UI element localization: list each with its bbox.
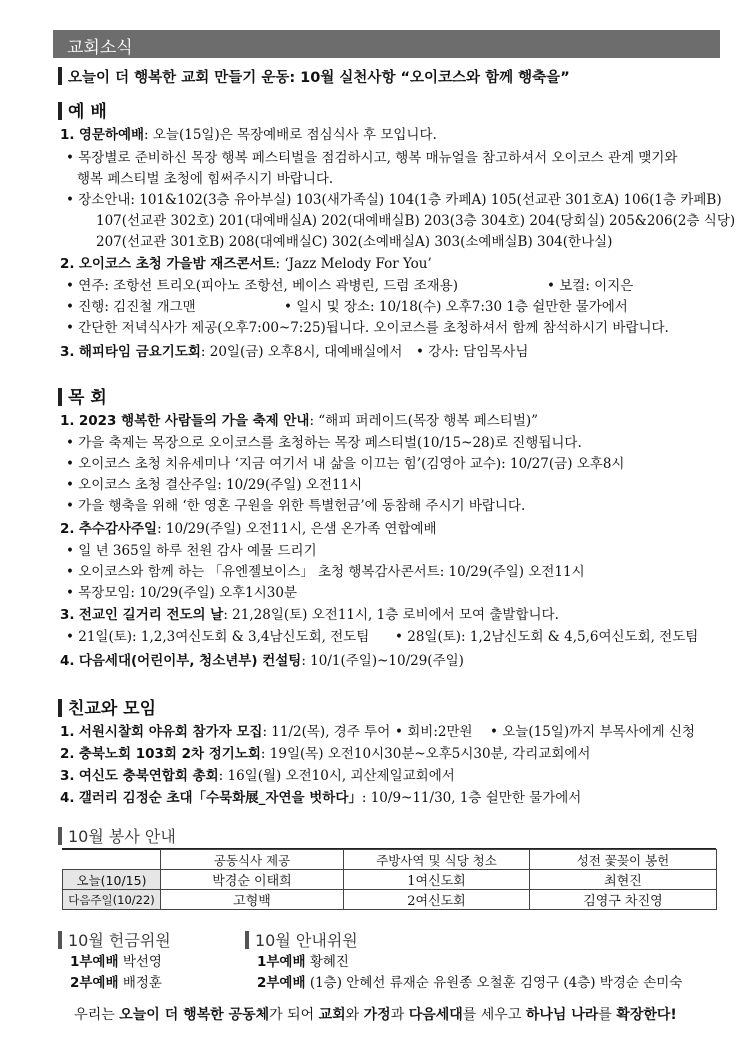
usher-row-2: 2부예배 (1층) 안혜선 류재순 유원종 오철훈 김영구 (4층) 박경순 손미숙 <box>257 975 683 991</box>
worship-item-2-bullet-2b: • 일시 및 장소: 10/18(수) 오후7:30 1층 쉴만한 물가에서 <box>284 299 628 315</box>
pastoral-item-1-bullet-2: • 오이코스 초청 치유세미나 ‘지금 여기서 내 삶을 이끄는 힘’(김영아 교수): 10/27(금) 오후8시 <box>66 456 625 472</box>
service-title: 10월 봉사 안내 <box>58 824 176 847</box>
section-marker <box>58 931 62 949</box>
usher-row-1: 1부예배 황혜진 <box>257 954 349 970</box>
pastoral-item-1-bullet-3: • 오이코스 초청 결산주일: 10/29(주일) 오전11시 <box>66 477 363 493</box>
service-table <box>62 849 717 910</box>
worship-item-1-bullet-2-cont2: 207(선교관 301호B) 208(대예배실C) 302(소예배실A) 303(소예배실B) 304(한나실) <box>96 234 613 250</box>
table-cell: 1여신도회 <box>344 870 530 890</box>
fellowship-item-4: 4. 갤러리 김정순 초대「수묵화展_자연을 벗하다」: 10/9~11/30, 1층 쉴만한 물가에서 <box>60 790 582 806</box>
table-header-cell: 공동식사 제공 <box>161 850 344 870</box>
table-row-label: 오늘(10/15) <box>63 870 161 890</box>
section-marker <box>58 699 62 717</box>
section-title-pastoral: 목 회 <box>58 383 107 408</box>
section-marker <box>58 827 62 845</box>
worship-item-3b: • 강사: 담임목사님 <box>416 344 529 360</box>
worship-item-1: 1. 영문하예배: 오늘(15일)은 목장예배로 점심식사 후 모입니다. <box>60 127 437 143</box>
fellowship-item-1b: • 회비:2만원 <box>395 724 473 740</box>
offering-row-1: 1부예배 박선영 <box>70 954 162 970</box>
worship-item-2-bullet-1b: • 보컬: 이지은 <box>547 278 634 294</box>
fellowship-item-3: 3. 여신도 충북연합회 총회: 16일(월) 오전10시, 괴산제일교회에서 <box>60 768 455 784</box>
fellowship-item-1: 1. 서원시찰회 야유회 참가자 모집: 11/2(목), 경주 투어 <box>60 724 391 740</box>
table-header-row <box>63 850 717 870</box>
pastoral-item-2-bullet-1: • 일 년 365일 하루 천원 감사 예물 드리기 <box>66 543 317 559</box>
worship-item-1-bullet-2: • 장소안내: 101&102(3층 유아부실) 103(새가족실) 104(1층 카페A) 105(선교관 301호A) 106(1층 카페B) <box>66 192 722 208</box>
table-cell: 최현진 <box>530 870 717 890</box>
pastoral-item-3-bullet-1: • 21일(토): 1,2,3여신도회 & 3,4남신도회, 전도팀 <box>66 629 370 645</box>
section-title-fellowship: 친교와 모임 <box>58 694 156 719</box>
worship-item-2-bullet-3: • 간단한 저녁식사가 제공(오후7:00~7:25)됩니다. 오이코스를 초청하셔서 함께 참석하시기 바랍니다. <box>66 320 669 336</box>
header-title: 교회소식 <box>67 38 133 58</box>
table-cell: 김영구 차진영 <box>530 890 717 910</box>
table-cell: 고형백 <box>161 890 344 910</box>
usher-title: 10월 안내위원 <box>245 928 358 951</box>
section-title-worship: 예 배 <box>58 97 107 122</box>
pastoral-item-1: 1. 2023 행복한 사람들의 가을 축제 안내: “해피 퍼레이드(목장 행복 페스티벌)” <box>60 413 539 429</box>
pastoral-item-1-bullet-4: • 가을 행축을 위해 ‘한 영혼 구원을 위한 특별헌금’에 동참해 주시기 바랍니다. <box>66 498 526 514</box>
section-marker <box>58 102 62 120</box>
table-row <box>63 870 717 890</box>
pastoral-item-2-bullet-2: • 오이코스와 함께 하는 「유엔젤보이스」 초청 행복감사콘서트: 10/29(주일) 오전11시 <box>66 564 585 580</box>
pastoral-item-1-bullet-1: • 가을 축제는 목장으로 오이코스를 초청하는 목장 페스티벌(10/15~28)로 진행됩니다. <box>66 435 582 451</box>
fellowship-item-1c: • 오늘(15일)까지 부목사에게 신청 <box>490 724 696 740</box>
closing-motto: 우리는 오늘이 더 행복한 공동체가 되어 교회와 가정과 다음세대를 세우고 하나님 나라를 확장한다! <box>74 1007 677 1023</box>
pastoral-item-3: 3. 전교인 길거리 전도의 날: 21,28일(토) 오전11시, 1층 로비에서 모여 출발합니다. <box>60 607 559 623</box>
table-cell: 2여신도회 <box>344 890 530 910</box>
monthly-headline: 오늘이 더 행복한 교회 만들기 운동: 10월 실천사항 “오이코스와 함께 행축을” <box>58 66 570 87</box>
worship-item-1-bullet-1: • 목장별로 준비하신 목장 행복 페스티벌을 점검하시고, 행복 매뉴얼을 참고하셔서 오이코스 관계 맺기와 <box>66 150 678 166</box>
header-bar <box>53 30 720 58</box>
worship-item-3: 3. 해피타임 금요기도회: 20일(금) 오후8시, 대예배실에서 <box>60 344 403 360</box>
pastoral-item-2-bullet-3: • 목장모임: 10/29(주일) 오후1시30분 <box>66 585 298 601</box>
worship-item-2-bullet-1: • 연주: 조항선 트리오(피아노 조항선, 베이스 곽병린, 드럼 조재용) <box>66 278 458 294</box>
offering-row-2: 2부예배 배정훈 <box>70 975 162 991</box>
section-marker <box>245 931 249 949</box>
section-marker <box>58 67 62 85</box>
worship-item-1-bullet-1-cont: 행복 페스티벌 초청에 힘써주시기 바랍니다. <box>77 171 334 187</box>
worship-item-2-bullet-2: • 진행: 김진철 개그맨 <box>66 299 196 315</box>
table-header-cell: 성전 꽃꽂이 봉헌 <box>530 850 717 870</box>
section-marker <box>58 388 62 406</box>
pastoral-item-3-bullet-1b: • 28일(토): 1,2남신도회 & 4,5,6여신도회, 전도팀 <box>395 629 699 645</box>
table-row-label: 다음주일(10/22) <box>63 890 161 910</box>
pastoral-item-4: 4. 다음세대(어린이부, 청소년부) 컨설팅: 10/1(주일)~10/29(주일) <box>60 653 464 669</box>
fellowship-item-2: 2. 충북노회 103회 2차 정기노회: 19일(목) 오전10시30분~오후5시30분, 각리교회에서 <box>60 746 591 762</box>
table-header-cell <box>63 850 161 870</box>
table-header-cell: 주방사역 및 식당 청소 <box>344 850 530 870</box>
worship-item-2: 2. 오이코스 초청 가을밤 재즈콘서트: ‘Jazz Melody For You’ <box>60 256 432 272</box>
table-cell: 박경순 이태희 <box>161 870 344 890</box>
offering-title: 10월 헌금위원 <box>58 928 171 951</box>
table-row <box>63 890 717 910</box>
pastoral-item-2: 2. 추수감사주일: 10/29(주일) 오전11시, 은샘 온가족 연합예배 <box>60 521 437 537</box>
worship-item-1-bullet-2-cont: 107(선교관 302호) 201(대예배실A) 202(대예배실B) 203(3층 304호) 204(당회실) 205&206(2층 식당) <box>96 213 736 229</box>
